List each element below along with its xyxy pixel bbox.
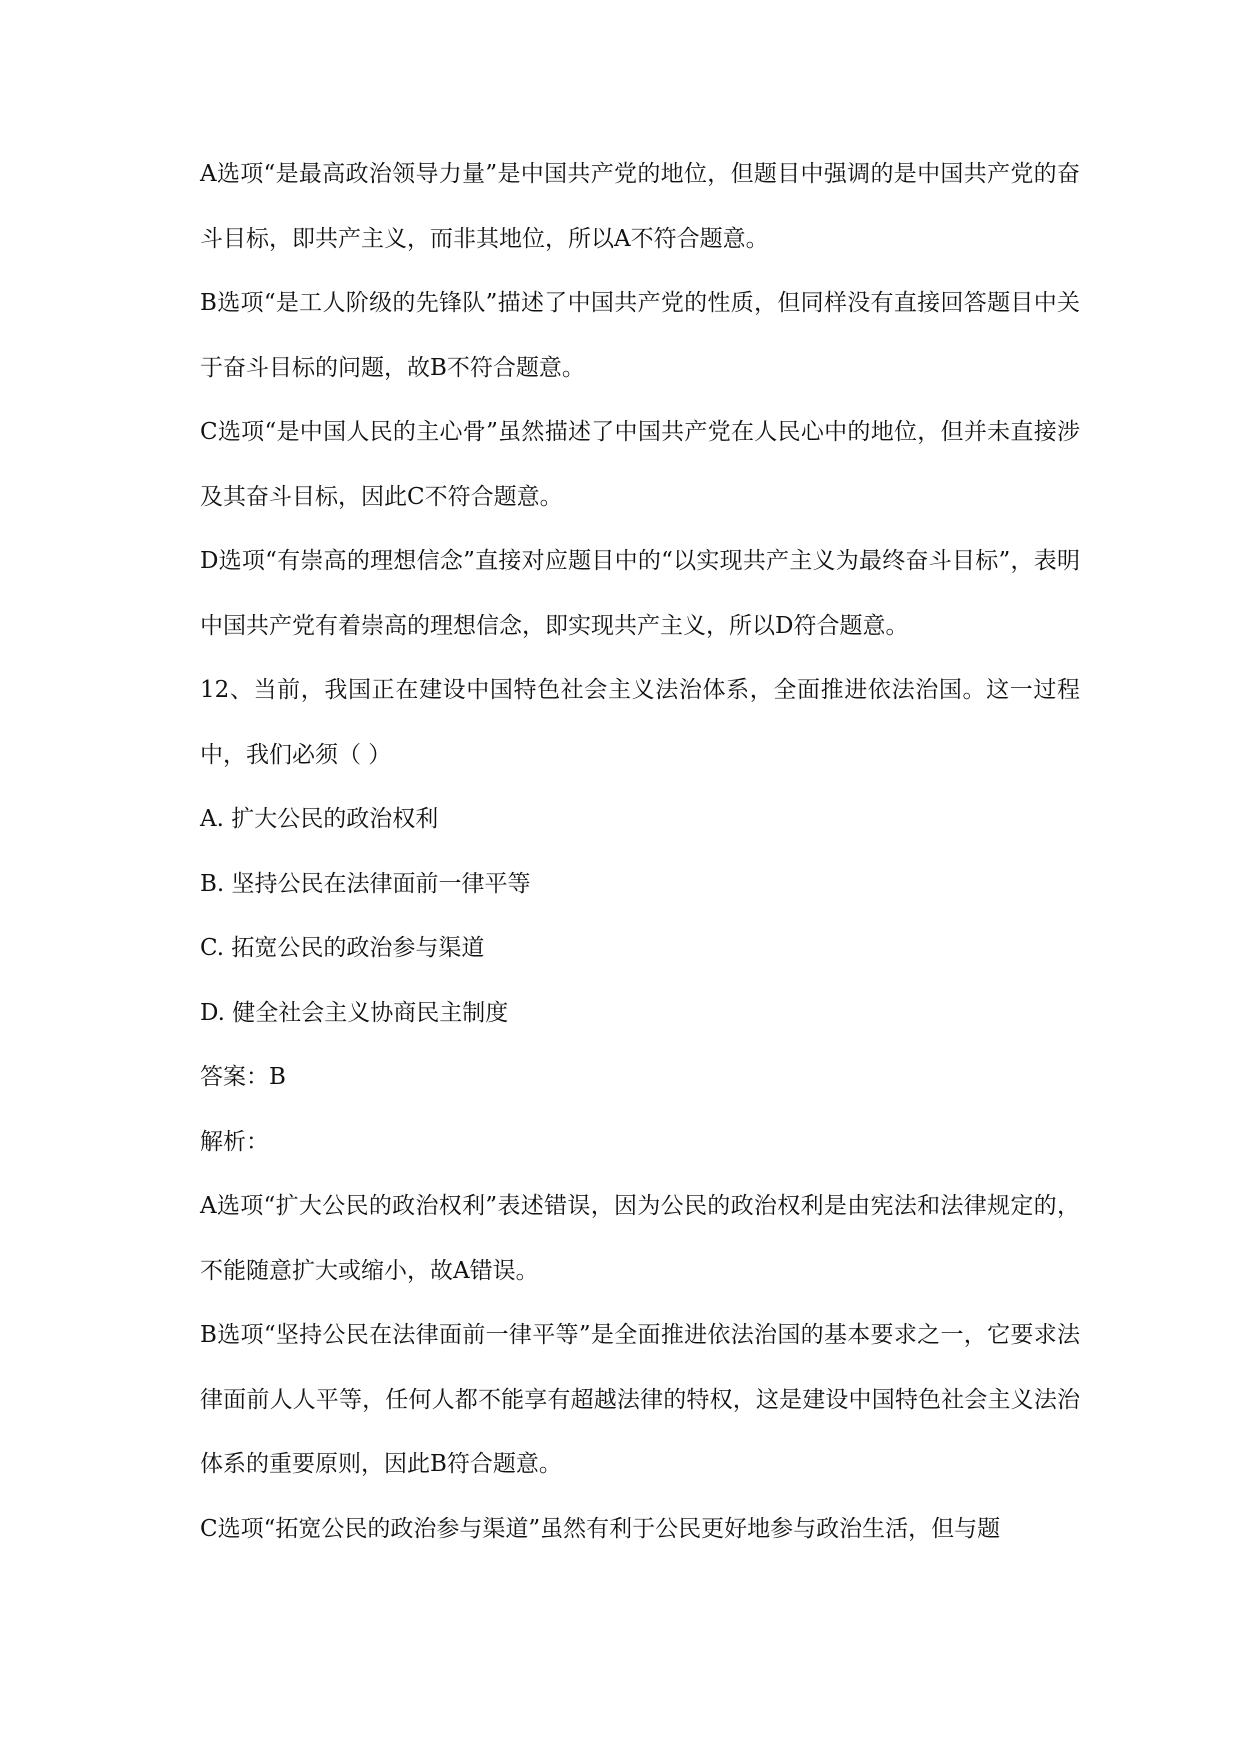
answer: 答案：B <box>200 1064 286 1090</box>
choice-b: B. 坚持公民在法律面前一律平等 <box>200 870 531 897</box>
analysis-option-d-q11: D选项“有崇高的理想信念”直接对应题目中的“以实现共产主义为最终奋斗目标”，表明中国共产党有着崇高的理想信念，即实现共产主义，所以D符合题意。 <box>200 548 1080 639</box>
choice-a: A. 扩大公民的政治权利 <box>200 806 439 832</box>
analysis-option-b-q11: B选项“是工人阶级的先锋队”描述了中国共产党的性质，但同样没有直接回答题目中关于奋斗目标的问题，故B不符合题意。 <box>200 290 1080 381</box>
choice-c: C. 拓宽公民的政治参与渠道 <box>200 935 485 961</box>
analysis-option-a-q11: A选项“是最高政治领导力量”是中国共产党的地位，但题目中强调的是中国共产党的奋斗目标，即共产主义，而非其地位，所以A不符合题意。 <box>200 161 1080 252</box>
analysis-option-c-q11: C选项“是中国人民的主心骨”虽然描述了中国共产党在人民心中的地位，但并未直接涉及其奋斗目标，因此C不符合题意。 <box>200 419 1080 510</box>
analysis-heading: 解析： <box>200 1128 269 1155</box>
analysis-option-c-q12: C选项“拓宽公民的政治参与渠道”虽然有利于公民更好地参与政治生活，但与题 <box>200 1515 1001 1542</box>
analysis-option-a-q12: A选项“扩大公民的政治权利”表述错误，因为公民的政治权利是由宪法和法律规定的，不能随意扩大或缩小，故A错误。 <box>200 1193 1080 1284</box>
analysis-option-b-q12: B选项“坚持公民在法律面前一律平等”是全面推进依法治国的基本要求之一，它要求法律面前人人平等，任何人都不能享有超越法律的特权，这是建设中国特色社会主义法治体系的重要原则，因此B符合题意。 <box>200 1322 1080 1477</box>
document-body <box>200 142 1080 1561</box>
choice-d: D. 健全社会主义协商民主制度 <box>200 999 509 1026</box>
question-12: 12、当前，我国正在建设中国特色社会主义法治体系，全面推进依法治国。这一过程中，我们必须（ ） <box>200 677 1080 768</box>
